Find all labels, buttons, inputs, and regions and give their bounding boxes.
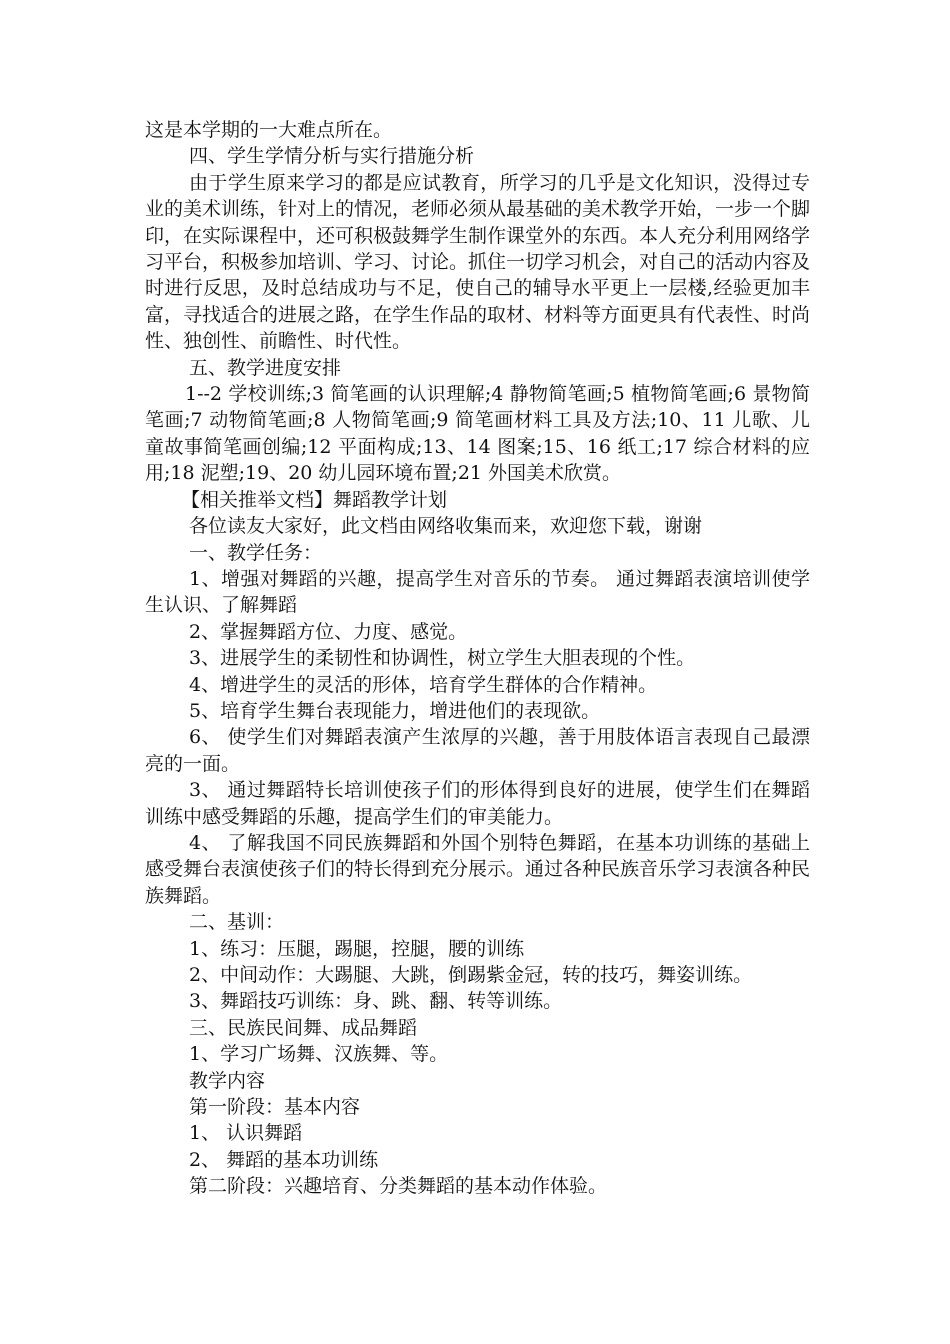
- related-document-title: 【相关推举文档】舞蹈教学计划: [181, 488, 448, 511]
- task-item: 3、 通过舞蹈特长培训使孩子们的形体得到良好的进展，使学生们在舞蹈训练中感受舞蹈的乐趣，提高学生们的审美能力。: [145, 779, 810, 828]
- section-heading-content: 教学内容: [189, 1069, 266, 1092]
- task-item: 3、进展学生的柔韧性和协调性，树立学生大胆表现的个性。: [189, 647, 696, 670]
- task-item: 4、 了解我国不同民族舞蹈和外国个别特色舞蹈，在基本功训练的基础上感受舞台表演使孩子们的特长得到充分展示。通过各种民族音乐学习表演各种民族舞蹈。: [145, 831, 811, 907]
- section-heading-tasks: 一、教学任务：: [189, 541, 323, 564]
- stage-item: 1、 认识舞蹈: [189, 1122, 303, 1145]
- task-item: 4、增进学生的灵活的形体，培育学生群体的合作精神。: [189, 673, 658, 696]
- paragraph-schedule: 1--2 学校训练;3 简笔画的认识理解;4 静物简笔画;5 植物简笔画;6 景物简笔画;7 动物简笔画;8 人物简笔画;9 简笔画材料工具及方法;10、11 儿歌、儿童故事简笔画创编;12 平面构成;13、14 图案;15、16 纸工;17 综合材料的应用;18 泥塑;19、20 幼儿园环境布置;21 外国美术欣赏。: [145, 383, 810, 485]
- section-heading-folk-dance: 三、民族民间舞、成品舞蹈: [189, 1016, 418, 1039]
- section-heading-student-analysis: 四、学生学情分析与实行措施分析: [189, 145, 475, 168]
- task-item: 2、掌握舞蹈方位、力度、感觉。: [189, 620, 468, 643]
- section-heading-basic-training: 二、基训：: [189, 911, 285, 934]
- stage-item: 2、 舞蹈的基本功训练: [189, 1148, 379, 1171]
- task-item: 5、培育学生舞台表现能力，增进他们的表现欲。: [189, 699, 601, 722]
- stage-heading: 第一阶段：基本内容: [189, 1096, 361, 1119]
- paragraph-continuation: 这是本学期的一大难点所在。: [145, 119, 393, 141]
- paragraph-student-analysis: 由于学生原来学习的都是应试教育，所学习的几乎是文化知识，没得过专业的美术训练，针对上的情况，老师必须从最基础的美术教学开始，一步一个脚印，在实际课程中，还可积极鼓舞学生制作课堂外的东西。本人充分利用网络学习平台，积极参加培训、学习、讨论。抓住一切学习机会，对自己的活动内容及时进行反思，及时总结成功与不足，使自己的辅导水平更上一层楼,经验更加丰富，寻找适合的进展之路，在学生作品的取材、材料等方面更具有代表性、时尚性、独创性、前瞻性、时代性。: [145, 171, 811, 353]
- training-item: 1、练习：压腿，踢腿，控腿，腰的训练: [189, 937, 525, 960]
- paragraph-welcome: 各位读友大家好，此文档由网络收集而来，欢迎您下载，谢谢: [189, 515, 703, 538]
- document-body: [145, 117, 810, 1200]
- section-heading-schedule: 五、教学进度安排: [189, 356, 342, 379]
- folk-dance-item: 1、学习广场舞、汉族舞、等。: [189, 1043, 449, 1066]
- task-item: 6、 使学生们对舞蹈表演产生浓厚的兴趣，善于用肢体语言表现自己最漂亮的一面。: [145, 726, 810, 775]
- training-item: 3、舞蹈技巧训练：身、跳、翻、转等训练。: [189, 990, 563, 1013]
- stage-heading: 第二阶段：兴趣培育、分类舞蹈的基本动作体验。: [189, 1175, 608, 1198]
- task-item: 1、增强对舞蹈的兴趣，提高学生对音乐的节奏。 通过舞蹈表演培训使学生认识、了解舞蹈: [145, 567, 810, 617]
- training-item: 2、中间动作：大踢腿、大跳，倒踢紫金冠，转的技巧，舞姿训练。: [189, 964, 753, 986]
